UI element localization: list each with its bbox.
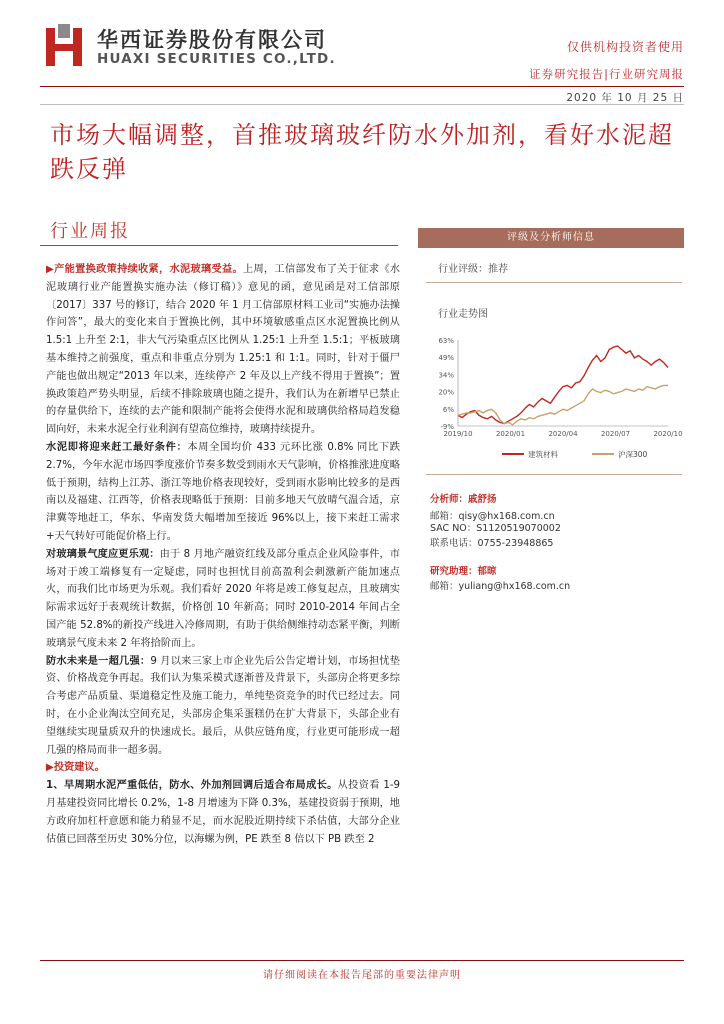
x-tick-label: 2020/01 (495, 430, 526, 438)
report-date: 2020 年 10 月 25 日 (566, 92, 684, 104)
y-tick-label: 20% (438, 388, 454, 397)
series-line (458, 346, 668, 424)
sidebar-header: 评级及分析师信息 (418, 228, 684, 248)
sac-number: SAC NO：S1120519070002 (430, 523, 561, 534)
x-tick-label: 2019/10 (443, 430, 473, 438)
paragraph (46, 777, 400, 848)
paragraph-lead: 水泥即将迎来赶工最好条件： (46, 441, 188, 453)
audience-note: 仅供机构投资者使用 (566, 40, 684, 54)
paragraph-text: 由于 8 月地产融资红线及部分重点企业风险事件，市场对于竣工端修复有一定疑虑，同时也担忧目前高盈利会刺激新产能加速点火，而我们比市场更为乐观。我们看好 2020 年将是竣工修复起点，且玻璃实际需求远好于表观统计数据，价格创 10 年新高；同时 2010-2014 年间占全国产能 52.8%的新投产线进入冷修周期，有助于供给侧维持动态紧平衡，判断玻璃景气度未来 2 年将拾阶而上。 (46, 548, 400, 649)
analyst-label: 分析师： (430, 494, 469, 505)
analyst-line (430, 491, 497, 505)
analyst-name: 戚舒扬 (468, 494, 497, 505)
industry-rating: 行业评级：推荐 (438, 264, 508, 275)
x-tick-label: 2020/07 (600, 430, 631, 438)
x-tick-label: 2020/04 (548, 430, 578, 438)
y-tick-label: 6% (442, 405, 454, 414)
paragraph-lead: 对玻璃景气度应更乐观： (46, 548, 160, 560)
legal-notice: 请仔细阅读在本报告尾部的重要法律声明 (263, 970, 461, 981)
assistant-email: 邮箱：yuliang@hx168.com.cn (430, 581, 571, 592)
paragraph (46, 261, 400, 439)
assistant-name: 郁晾 (477, 566, 497, 577)
paragraph-lead: 1、早周期水泥严重低估，防水、外加剂回调后适合布局成长。 (46, 780, 338, 792)
header-rule (40, 86, 684, 87)
legend-label: 沪深300 (618, 450, 648, 459)
x-tick-label: 2020/10 (653, 430, 683, 438)
sidebar-divider (426, 282, 682, 283)
y-tick-label: -9% (440, 423, 454, 431)
trend-chart-svg (414, 332, 684, 464)
paragraph-text: 上周，工信部发布了关于征求《水泥玻璃行业产能置换实施办法（修订稿）》意见的函，意见函是对工信部原〔2017〕337 号的修订，结合 2020 年 1 月工信部原材料工业司“实施办法操作问答”，最大的变化来自于置换比例，其中环境敏感重点区水泥置换比例从 1.5:1 上升至 2:1，非大气污染重点区比例从 1.25:1 上升至 1.5:1；平板玻璃基本维持之前强度，重点和非重点分别为 1.25:1 和 1:1。同时，针对于僵尸产能也做出规定“2013 年以来，连续停产 2 年及以上产线不得用于置换”；置换政策趋严势头明显，后续不排除玻璃也随之提升，我们认为在新增早已禁止的存量供给下，连续的去产能和限制产能将会使得水泥和玻璃供给格局趋发稳固向好，未来水泥全行业利润有望高位维持，玻璃持续提升。 (46, 264, 400, 436)
legend-label: 建筑材料 (528, 450, 558, 459)
paragraph (46, 546, 400, 653)
paragraph-text: 本周全国均价 433 元环比涨 0.8% 同比下跌 2.7%，今年水泥市场四季度涨价节奏多数受到雨水天气影响，价格推涨进度略低于预期，结构上江苏、浙江等地价格表现较好，受到雨水影响比较多的是西南以及福建、江西等，价格表现略低于预期：目前多地天气放晴气温合适，京津冀等地赶工，华东、华南发货大幅增加至接近 96%以上，接下来赶工需求+天气转好可能促价格上行。 (46, 441, 400, 542)
trend-chart (414, 332, 684, 464)
trend-chart-title: 行业走势图 (438, 309, 488, 320)
series-line (458, 385, 668, 424)
paragraph-lead: 产能置换政策持续收紧，水泥玻璃受益。 (54, 264, 243, 275)
logo-icon (44, 24, 84, 68)
doc-type-rule (40, 245, 398, 246)
company-name-cn: 华西证券股份有限公司 (97, 28, 327, 52)
paragraph-text: 9 月以来三家上市企业先后公告定增计划，市场担忧垫资、价格战竞争再起。我们认为集采模式逐渐普及背景下，头部房企将更多综合考虑产品质量、渠道稳定性及施工能力，单纯垫资竞争的时代已经过去。同时，在小企业淘汰空间充足，头部房企集采蛋糕仍在扩大背景下，头部企业有望继续实现量质双升的快速成长。最后，从供应链角度，行业更可能形成一超几强的格局而非一超多弱。 (46, 655, 400, 756)
triangle-bullet-icon: ▶ (46, 762, 54, 774)
company-name-en: HUAXI SECURITIES CO.,LTD. (97, 51, 336, 67)
document-type: 行业周报 (50, 221, 130, 242)
footer-rule (40, 960, 684, 961)
sidebar-divider (426, 474, 682, 475)
y-tick-label: 34% (438, 371, 454, 380)
assistant-line (430, 563, 497, 577)
paragraph-lead: 投资建议。 (53, 762, 105, 774)
y-tick-label: 63% (438, 337, 454, 345)
triangle-bullet-icon: ▶ (46, 264, 55, 275)
paragraph-text: 从投资看 1-9 月基建投资同比增长 0.2%，1-8 月增速为下降 0.3%，基建投资弱于预期，地方政府加杠杆意愿和能力稍显不足，而水泥股近期持续下杀估值，大部分企业估值已回落至历史 30%分位，以海螺为例，PE 跌至 8 倍以下 PB 跌至 2 (46, 780, 400, 845)
paragraph (46, 759, 400, 777)
analyst-email: 邮箱：qisy@hx168.com.cn (430, 511, 555, 522)
report-type: 证券研究报告|行业研究周报 (529, 67, 684, 81)
assistant-label: 研究助理： (430, 566, 478, 577)
paragraph-lead: 防水未来是一超几强： (46, 655, 151, 667)
report-body (46, 261, 400, 848)
paragraph (46, 439, 400, 546)
paragraph (46, 653, 400, 760)
y-tick-label: 49% (438, 354, 454, 363)
analyst-phone: 联系电话：0755-23948865 (430, 538, 554, 549)
report-title: 市场大幅调整，首推玻璃玻纤防水外加剂，看好水泥超跌反弹 (50, 121, 674, 183)
date-rule (40, 104, 684, 105)
